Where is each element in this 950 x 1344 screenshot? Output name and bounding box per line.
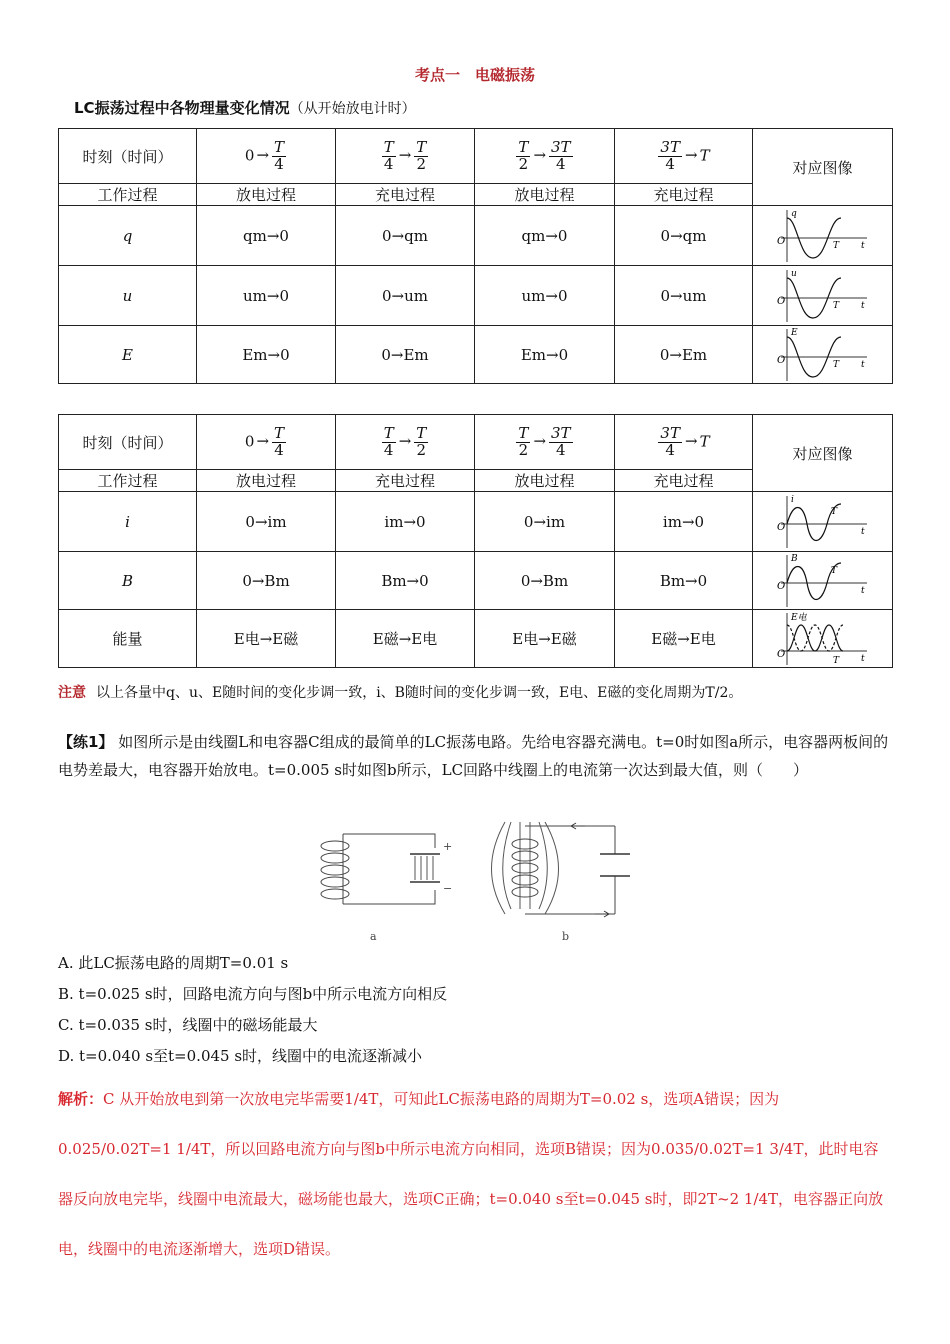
energy-graph [775, 611, 871, 667]
graph-origin: O [776, 235, 785, 247]
note [58, 670, 908, 716]
cell-u-1: um→0 [197, 266, 336, 326]
circuit-b [492, 822, 631, 943]
cell-e-2: 0→Em [336, 326, 475, 384]
answer-options [58, 948, 892, 1072]
graph-period: T [832, 240, 839, 251]
graph-period: T [832, 300, 839, 311]
solution-answer: C [103, 1090, 115, 1108]
solution-text: 从开始放电到第一次放电完毕需要1/4T，可知此LC振荡电路的周期为T=0.02 s，选项A错误；因为0.025/0.02T=1 1/4T，所以回路电流方向与图b中所示电流方向相同，选项B错误；因为0.035/0.02T=1 3/4T，此时电容器反向放电完毕，线圈中电流最大，磁场能也最大，选项C正确；t=0.040 s至t=0.045 s时，即2T~2 1/4T，电容器正向放电，线圈中的电流逐渐增大，选项D错误。 [58, 1090, 884, 1258]
cosine-graph-e [775, 327, 871, 383]
sine-graph-b [775, 553, 871, 609]
graph-period: T [830, 565, 837, 576]
cosine-graph-u [775, 268, 871, 324]
interval-1: 0 → $\frac{T}{4}$ [197, 415, 336, 470]
graph-i [753, 492, 893, 552]
row-label-b: B [59, 552, 197, 610]
interval-1: 0 → $\frac{T}{4}$ [197, 129, 336, 184]
process-3: 放电过程 [475, 184, 615, 206]
solution [58, 1074, 892, 1274]
cell-i-1: 0→im [197, 492, 336, 552]
label-a: a [370, 930, 377, 943]
graph-period: T [830, 506, 837, 517]
cell-e-4: 0→Em [615, 326, 753, 384]
graph-origin: O [776, 354, 785, 366]
cell-u-4: 0→um [615, 266, 753, 326]
process-4: 充电过程 [615, 470, 753, 492]
row-label-i: i [59, 492, 197, 552]
cell-i-4: im→0 [615, 492, 753, 552]
graph-u [753, 266, 893, 326]
interval-2: $\frac{T}{4}$ → $\frac{T}{2}$ [336, 415, 475, 470]
cell-b-4: Bm→0 [615, 552, 753, 610]
graph-time: t [860, 653, 865, 664]
process-4: 充电过程 [615, 184, 753, 206]
graph-b [753, 552, 893, 610]
section-heading [74, 97, 416, 118]
plus-sign: + [443, 840, 453, 853]
minus-sign: − [443, 882, 453, 895]
row-label-u: u [59, 266, 197, 326]
graph-time: t [860, 240, 865, 251]
header-time: 时刻（时间） [59, 129, 197, 184]
graph-time: t [860, 585, 865, 596]
process-3: 放电过程 [475, 470, 615, 492]
graph-q [753, 206, 893, 266]
graph-origin: O [776, 580, 785, 592]
option-c: C. t=0.035 s时，线圈中的磁场能最大 [58, 1016, 318, 1034]
circuit-figure [315, 814, 645, 946]
graph-e [753, 326, 893, 384]
cell-e-3: Em→0 [475, 326, 615, 384]
header-graph: 对应图像 [753, 415, 893, 492]
page-title: 考点一 电磁振荡 [414, 66, 535, 84]
graph-axis: i [790, 494, 794, 505]
cell-i-3: 0→im [475, 492, 615, 552]
cell-i-2: im→0 [336, 492, 475, 552]
cell-b-2: Bm→0 [336, 552, 475, 610]
row-label-energy: 能量 [59, 610, 197, 668]
interval-4: $\frac{3T}{4}$ → T [615, 129, 753, 184]
cell-energy-2: E磁→E电 [336, 610, 475, 668]
cell-energy-1: E电→E磁 [197, 610, 336, 668]
cell-q-4: 0→qm [615, 206, 753, 266]
graph-origin: O [776, 521, 785, 533]
row-label-q: q [59, 206, 197, 266]
graph-axis: B [790, 553, 798, 564]
graph-axis: E [790, 327, 798, 338]
cell-b-3: 0→Bm [475, 552, 615, 610]
graph-period: T [832, 655, 839, 666]
note-label: 注意 [58, 685, 86, 701]
label-b: b [562, 930, 570, 943]
solution-label: 解析： [58, 1090, 104, 1108]
heading-sub: （从开始放电计时） [289, 101, 416, 117]
interval-4: $\frac{3T}{4}$ → T [615, 415, 753, 470]
quantity-table-2 [58, 414, 893, 668]
graph-axis: E电 [790, 612, 807, 623]
interval-3: $\frac{T}{2}$ → $\frac{3T}{4}$ [475, 129, 615, 184]
header-process: 工作过程 [59, 184, 197, 206]
graph-time: t [860, 526, 865, 537]
circuit-a [321, 834, 452, 943]
graph-origin: O [776, 295, 785, 307]
process-2: 充电过程 [336, 470, 475, 492]
graph-axis: q [790, 208, 797, 219]
quantity-table-1 [58, 128, 893, 384]
cell-q-1: qm→0 [197, 206, 336, 266]
sine-graph-i [775, 494, 871, 550]
option-a: A. 此LC振荡电路的周期T=0.01 s [58, 954, 289, 972]
cell-u-3: um→0 [475, 266, 615, 326]
cosine-graph-q [775, 208, 871, 264]
cell-u-2: 0→um [336, 266, 475, 326]
graph-time: t [860, 300, 865, 311]
cell-q-3: qm→0 [475, 206, 615, 266]
graph-time: t [860, 359, 865, 370]
note-text: 以上各量中q、u、E随时间的变化步调一致，i、B随时间的变化步调一致，E电、E磁的变化周期为T/2。 [96, 685, 743, 701]
interval-3: $\frac{T}{2}$ → $\frac{3T}{4}$ [475, 415, 615, 470]
option-b: B. t=0.025 s时，回路电流方向与图b中所示电流方向相反 [58, 985, 448, 1003]
cell-energy-4: E磁→E电 [615, 610, 753, 668]
cell-b-1: 0→Bm [197, 552, 336, 610]
interval-2: $\frac{T}{4}$ → $\frac{T}{2}$ [336, 129, 475, 184]
header-graph: 对应图像 [753, 129, 893, 206]
practice-text: 如图所示是由线圈L和电容器C组成的最简单的LC振荡电路。先给电容器充满电。t=0时如图a所示，电容器两板间的电势差最大，电容器开始放电。t=0.005 s时如图b所示，LC回路中线圈上的电流第一次达到最大值，则（ ） [58, 733, 889, 779]
graph-axis: u [790, 268, 797, 279]
cell-energy-3: E电→E磁 [475, 610, 615, 668]
graph-origin: O [776, 648, 785, 660]
practice-question [58, 728, 892, 784]
process-1: 放电过程 [197, 184, 336, 206]
practice-label: 【练1】 [58, 733, 114, 751]
process-2: 充电过程 [336, 184, 475, 206]
cell-q-2: 0→qm [336, 206, 475, 266]
option-d: D. t=0.040 s至t=0.045 s时，线圈中的电流逐渐减小 [58, 1047, 423, 1065]
header-time: 时刻（时间） [59, 415, 197, 470]
heading-main: LC振荡过程中各物理量变化情况 [74, 99, 290, 117]
graph-period: T [832, 359, 839, 370]
graph-energy [753, 610, 893, 668]
header-process: 工作过程 [59, 470, 197, 492]
cell-e-1: Em→0 [197, 326, 336, 384]
row-label-e: E [59, 326, 197, 384]
process-1: 放电过程 [197, 470, 336, 492]
